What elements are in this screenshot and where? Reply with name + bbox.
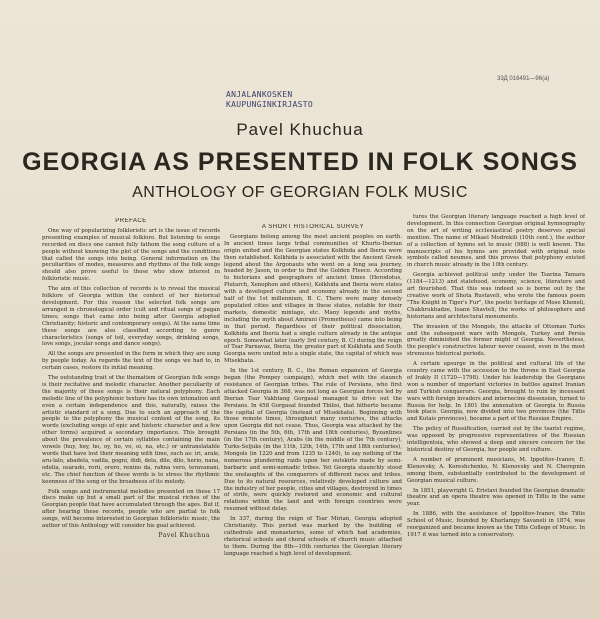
preface-paragraph: Folk songs and instrumental melodies presented on these 17 discs make up but a small part of the musical riches of the Georgian people that have accumulated through the ages. But if, after hearing these records, people who are partial to folk songs, will become interested in Georgian folkloristic music, the author of this Anthology will consider his goal achieved. xyxy=(42,488,220,530)
continuation-paragraph: In 1886, with the assistance of Ippolitov-Ivanov, the Tiflis School of Music, founded by Kharlampy Savaneli in 1874, was reorganized and became known as the Tiflis College of Music. In 1917 it was turned into a conservatory. xyxy=(407,511,585,538)
album-title: GEORGIA AS PRESENTED IN FOLK SONGS xyxy=(22,148,578,176)
survey-paragraph: In the 1st century, B. C., the Roman expansion of Georgia began (the Pompey campaign), which met with the staunch resistance of Georgian tribes. The rule of Persians, who first attacked Georgia in 368, was not long as Georgian forces led by Iberian Tsar Vakhtang Gorgasal managed to drive out the Persians. In 458 Gorgasal founded Tbilisi, that hitherto became the capital of Georgia (instead of Mtsekhata). Beginning with those remote times, throughout many centuries, the attacks upon Georgia did not cease. Thus, Georgia was attacked by the Persians (in the 5th, 6th, 17th and 18th centuries), Byzantines (in the 17th century), Arabs (in the middle of the 7th century), Turks-Seljuks (in the 11th, 12th, 14th, 17th and 18th centuries), Mongols (in 1220 and from 1235 to 1240), to say nothing of the numerous plundering raids upon her outskirts made by semi-barbaric and semi-nomadic tribes. Yet Georgia staunchly stood the onslaughts of the conquerors of different races and tribes. Due to its natural resources, relatively developed culture and the industry of her people, cities and villages, destroyed in times of strife, were quickly restored and economic and cultural relations within the land and with foreign countries were resumed without delay. xyxy=(224,368,402,513)
album-subtitle: ANTHOLOGY OF GEORGIAN FOLK MUSIC xyxy=(132,184,468,201)
preface-paragraph: One way of popularizing folkloristic art is the issue of records presenting examples of musical folklore. But listening to songs recorded on discs one cannot fully fathom the song culture of a people without knowing the plot of the songs and the conditions that called the songs into being. General information on the peculiarities of modes, measures and rhythms of the folk songs should also prove useful to those who show interest in folkloristic music. xyxy=(42,227,220,283)
preface-paragraph: The outstanding trait of the thematism of Georgian folk songs is their recitative and melodic character. Another peculiarity of the majority of these songs is their natural polyphony. Each melodic line of the polyphonic texture has its own intonation and even a certain independence and this, naturally, raises the artistic standard of a song. Due to such an approach of the people to the polyphony the musical content of the song, its words (excluding songs of epic and historic character and a few other forms) acquired a secondary importance. This brought about the prevalence of certain syllables containing the main vowels (huy, hey, ho, oy, ho, vo, oi, na, etc.) or untranslatable words that have lost their meaning with time, such as: iri, arale, aru-lalo, abadela, vadila, gogni, didi, dela, dile, dilo, herio, nana, odelia, osarado, rerii, orero, renino da, rahna vero, teravanani, etc. The chief function of these words is to stress the rhythmic keenness of the song or the broadness of its melody. xyxy=(42,375,220,485)
author-name: Pavel Khuchua xyxy=(236,120,364,139)
preface-signature: Pavel Khuchua xyxy=(158,531,210,539)
preface-paragraph: All the songs are presented in the form in which they are sung by people today. As regards the text of the songs we had to, in certain cases, restore its initial meaning. xyxy=(42,351,220,372)
preface-column xyxy=(42,218,220,606)
stamp-line-1: ANJALANKOSKEN xyxy=(226,90,293,99)
survey-heading: A SHORT HISTORICAL SURVEY xyxy=(261,224,365,230)
continuation-paragraph: Georgia achieved political unity under the Tsarina Tamara (1184—1213) and statehood, economy, science, literature and art flourished. That this was indeed so is borne out by the creative work of Shota Rustaveli, who wrote the famous poem "The Knight in Tiger's Fur", the poetic heritage of Mose Khoneli, Chakhrukhadze, Ioann Shavteli, the works of philosophers and historians and architectural monuments. xyxy=(407,272,585,320)
continuation-paragraph: tures the Georgian literary language reached a high level of development. In this connection Georgian original hymnography on the art of writing ecclesiastical poetry deserves special mention. The name of Mikael Modrekili (10th cent.), the author of a collection of hymns set to music (988) is well known. The manuscripts of his hymns are provided with original note symbols called neumes, and this proves that polyphony existed in church music already in the 10th century. xyxy=(407,214,585,269)
survey-paragraph: Georgians belong among the most ancient peoples on earth. In ancient times large tribal communities of Khurto-Iberian origin united and the Georgian states Kolkhida and Iberia were then established. Kolkhida is associated with the Ancient Greek legend about the Argonauts who went on a long sea journey, headed by Jason, in order to find the Golden Fleece. According to historians and geographers of ancient times (Herodotus, Plutarch, Xenophon and others), Kolkhida and Iberia were states with a developed culture and economy already in the second half of the 1st millennium, B. C. There were many densely populated cities and villages in these states, notable for their markets, domestic mintage, etc. Many legends and myths, including the myth about Amirani (Prometheus) came into being in that period. Regardless of their political dissociation, Kolkhida and Iberia had a single culture already in the antique epoch. Somewhat later (early 3rd century, B. C) during the reign of Tsar Parnavaz, Iberia, the greater part of Kolkhida and South Georgia were united into a single state, the capital of which was Mtsekhata. xyxy=(224,233,402,365)
continuation-paragraph: The policy of Russification, carried out by the tsarist regime, was opposed by progressive representatives of the Russian intelligentsia, who showed a deep and sincere concern for the historical destiny of Georgia, her people and culture. xyxy=(407,426,585,453)
preface-paragraph: The aim of this collection of records is to reveal the musical folklore of Georgia within the context of her historical development. For this reason the selected folk songs are arranged in chronological order (cult and ritual songs of pagan times; songs that came into being after Georgia adopted Christianity; historic and contemporary songs). At the same time these songs are also classified according to genre characteristics (songs of toil, everyday songs, drinking songs, love songs, jocular songs and dance songs). xyxy=(42,286,220,348)
continuation-column xyxy=(407,214,585,606)
survey-column xyxy=(224,224,402,608)
continuation-paragraph: A certain upsurge in the political and cultural life of the country came with the accession to the throne in East Georgia of Irakly II (1720—1798). Under his leadership the Georgians won a number of important victories in battles against Iranian and Turkish conquerors. Georgia, brought to ruin by incessant wars with foreign invaders and internecine dissension, turned to Russia for help. In 1801 the annexation of Georgia to Russia took place. Georgia, now divided into two provinces (the Tiflis and Kutais provinces), became a part of the Russian Empire. xyxy=(407,361,585,423)
stamp-line-2: KAUPUNGINKIRJASTO xyxy=(226,100,313,109)
continuation-paragraph: In 1851, playwright G. Eristavi founded the Georgian dramatic theatre and an opera theatre was opened in Tiflis in the same year. xyxy=(407,487,585,508)
continuation-paragraph: A number of prominent musicians, M. Ippolitov-Ivanov, E. Klenovsky, A. Koreshchenko, N. Klenovsky and N. Cherepnin among them, substantially contributed to the development of Georgian musical culture. xyxy=(407,456,585,484)
catalog-number: 33Д 016491—96(а) xyxy=(497,76,550,82)
continuation-paragraph: The invasion of the Mongols, the attacks of Ottoman Turks and the subsequent wars with Mongols, Turkey and Persia greatly diminished the former might of Georgia. Nevertheless, the people's constructive labour never ceased, even in the most strenuous historical periods. xyxy=(407,323,585,358)
preface-heading: PREFACE xyxy=(115,218,147,224)
survey-paragraph: In 337, during the reign of Tsar Mirian, Georgia adopted Christianity. This period was marked by the building of cathedrals and monasteries, some of which had academies, rhetorical schools and choral schools of church music attached to them. During the 8th—10th centuries the Georgian literary language reached a high level of development. xyxy=(224,516,402,557)
library-stamp xyxy=(226,90,313,110)
